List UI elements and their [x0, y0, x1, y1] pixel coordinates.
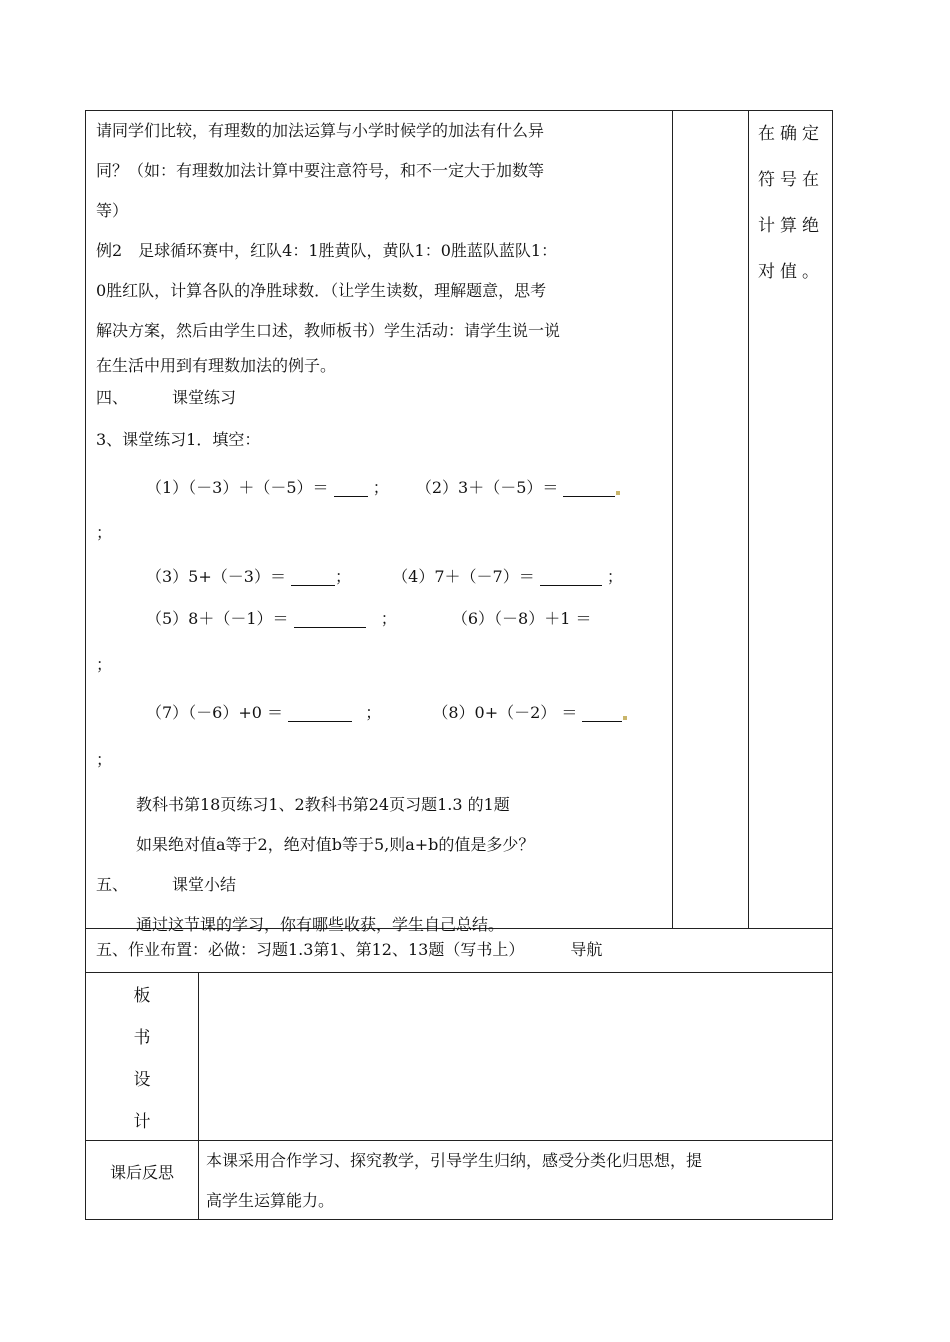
lesson-line: 0胜红队，计算各队的净胜球数．（让学生读数，理解题意，思考: [96, 281, 547, 300]
answer-blank: [563, 474, 615, 497]
exercise-8: （8）0+（－2） ＝: [432, 703, 578, 722]
exercise-5: （5）8＋（－1）＝: [146, 609, 289, 628]
board-design-row: [86, 973, 832, 1141]
exercise-line: [96, 691, 672, 735]
homework-row: [86, 929, 832, 973]
lesson-content-row: [86, 111, 832, 934]
exercise-4: （4）7＋（－7）＝: [392, 567, 535, 586]
lesson-line: 等）: [96, 201, 129, 220]
section-title: 课堂练习: [172, 388, 237, 407]
reflection-row: [86, 1141, 832, 1219]
exercise-line: [96, 599, 672, 639]
section-number: 五、: [96, 875, 129, 894]
section-heading: [96, 865, 672, 905]
board-label-char: 书: [133, 1028, 151, 1048]
reflection-line: 高学生运算能力。: [206, 1191, 335, 1210]
lesson-line: 在生活中用到有理数加法的例子。: [96, 356, 337, 375]
side-note-line: 符号在: [758, 170, 824, 190]
answer-blank: [540, 563, 602, 586]
exercise-line: [96, 555, 672, 599]
exercise-line: [96, 465, 672, 511]
lesson-line: 解决方案，然后由学生口述，教师板书）学生活动：请学生说一说: [96, 321, 561, 340]
separator: ；: [380, 609, 397, 628]
separator: ；: [335, 567, 352, 586]
column-divider: [198, 973, 199, 1140]
side-note-line: 在确定: [758, 124, 824, 144]
section-title: 课堂小结: [172, 875, 237, 894]
mark-dot: [623, 716, 627, 720]
column-divider: [672, 111, 673, 928]
reflection-label: 课后反思: [109, 1163, 174, 1182]
semicolon-line: ；: [96, 655, 113, 674]
answer-blank: [334, 474, 368, 497]
reflection-text: [206, 1141, 826, 1221]
separator: ；: [372, 478, 389, 497]
board-label-char: 板: [133, 986, 151, 1006]
answer-blank: [291, 563, 335, 586]
lesson-summary: 通过这节课的学习，你有哪些收获，学生自己总结。: [136, 915, 505, 934]
textbook-assignment: 教科书第18页练习1、2教科书第24页习题1.3 的1题: [136, 795, 510, 814]
board-label-char: 设: [133, 1070, 151, 1090]
side-note-line: 计算绝: [758, 216, 824, 236]
homework-text: 五、作业布置：必做：习题1.3第1、第12、13题（写书上）: [96, 940, 525, 959]
absolute-value-question: 如果绝对值a等于2，绝对值b等于5,则a+b的值是多少？: [136, 835, 535, 854]
exercise-7: （7）（－6）+0 ＝: [146, 703, 284, 722]
mark-dot: [616, 491, 620, 495]
homework-tail: 导航: [570, 940, 603, 959]
section-number: 四、: [96, 388, 129, 407]
exercise-2: （2）3＋（－5）＝: [415, 478, 559, 497]
side-note-cell: [758, 111, 828, 295]
exercise-intro: 3、课堂练习1．填空：: [96, 430, 261, 449]
lesson-line: 例2 足球循环赛中，红队4：1胜黄队，黄队1：0胜蓝队蓝队1：: [96, 241, 558, 260]
answer-blank: [288, 699, 352, 722]
reflection-line: 本课采用合作学习、探究教学，引导学生归纳，感受分类化归思想，提: [206, 1151, 703, 1170]
semicolon-line: ；: [96, 523, 113, 542]
side-note-line: 对值。: [758, 262, 824, 282]
exercise-3: （3）5+（－3）＝: [146, 567, 286, 586]
semicolon-line: ；: [96, 750, 113, 769]
board-label-char: 计: [133, 1112, 151, 1132]
board-design-label: [86, 975, 198, 1143]
exercise-6: （6）（－8）＋1 ＝: [451, 609, 592, 628]
lesson-plan-table: [85, 110, 833, 1220]
lesson-line: 同？（如：有理数加法计算中要注意符号，和不一定大于加数等: [96, 161, 545, 180]
lesson-content-cell: [96, 111, 672, 945]
lesson-line: 请同学们比较，有理数的加法运算与小学时候学的加法有什么异: [96, 121, 545, 140]
column-divider: [198, 1141, 199, 1219]
answer-blank: [582, 699, 622, 722]
answer-blank: [294, 605, 366, 628]
separator: ；: [606, 567, 623, 586]
section-heading: [96, 381, 672, 415]
column-divider: [748, 111, 749, 928]
separator: ；: [365, 703, 382, 722]
exercise-1: （1）（－3）＋（－5）＝: [146, 478, 329, 497]
